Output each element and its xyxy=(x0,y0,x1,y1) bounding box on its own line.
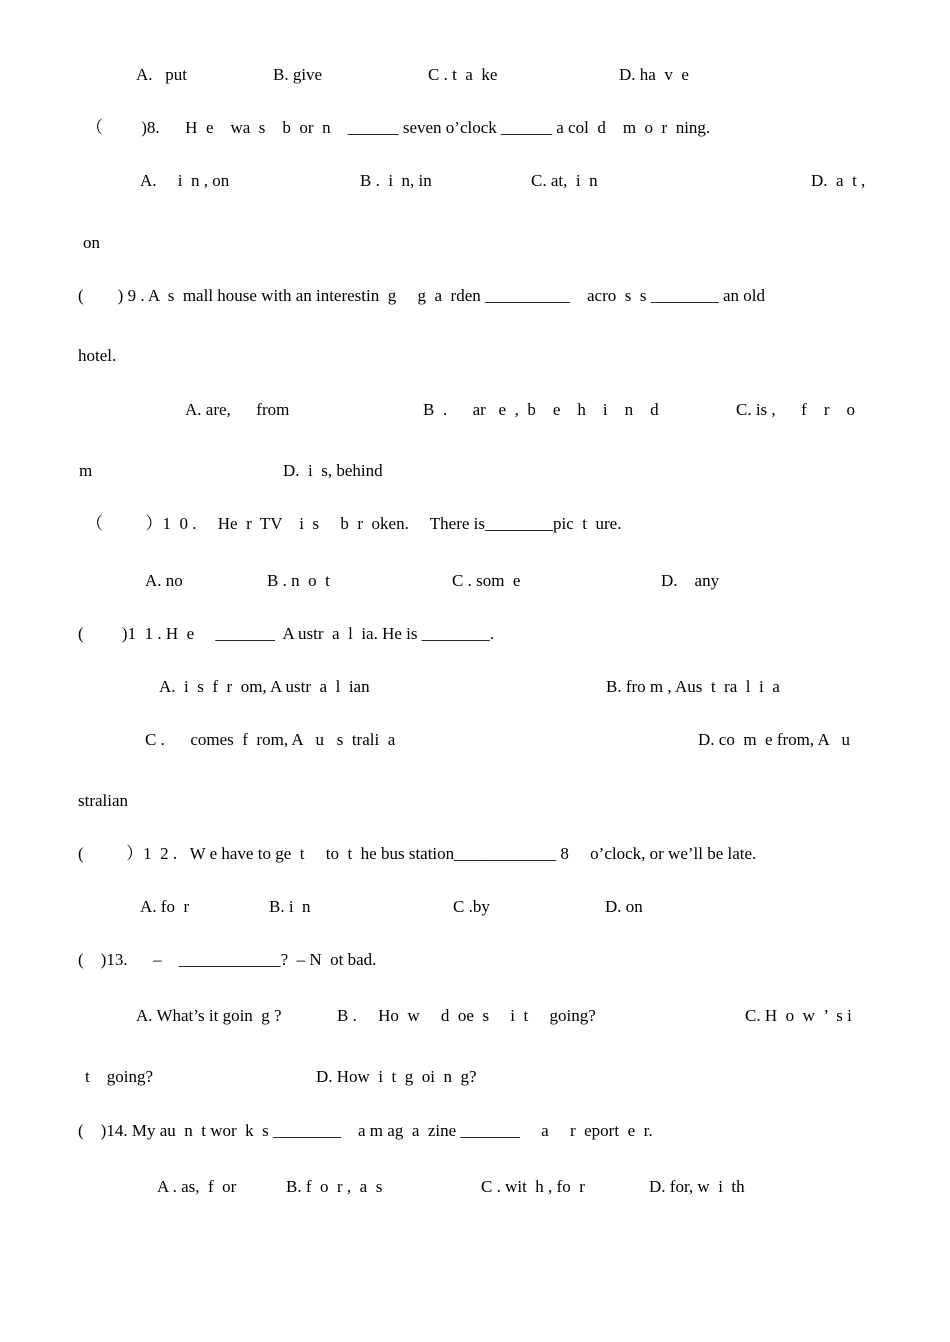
q9-stem: ( ) 9 . A s mall house with an interestin g g a rden __________ acro s s ________ an old xyxy=(78,286,765,305)
q13-option-b: B . Ho w d oe s i t going? xyxy=(337,1006,596,1025)
q9-option-b: B . ar e , b e h i n d xyxy=(423,400,659,419)
q10-option-a: A. no xyxy=(145,571,183,590)
q9-option-d: D. i s, behind xyxy=(283,461,383,480)
q11-option-d-wrap: stralian xyxy=(78,791,129,810)
q12-option-d: D. on xyxy=(605,897,643,916)
q7-option-b: B. give xyxy=(273,65,323,84)
q13-stem: ( )13. – ____________? – N ot bad. xyxy=(78,950,377,969)
q7-option-a: A. put xyxy=(136,65,187,84)
q12-stem: ( ）1 2 . W e have to ge t to t he bus station____________ 8 o’clock, or we’ll be late. xyxy=(78,844,757,863)
q11-option-b: B. fro m , Aus t ra l i a xyxy=(606,677,780,696)
q8-option-c: C. at, i n xyxy=(531,171,598,190)
q12-option-c: C .by xyxy=(453,897,490,916)
q9-stem-wrap: hotel. xyxy=(78,346,117,365)
q8-option-a: A. i n , on xyxy=(140,171,230,190)
q14-option-a: A . as, f or xyxy=(157,1177,237,1196)
q11-option-d: D. co m e from, A u xyxy=(698,730,851,749)
q10-option-b: B . n o t xyxy=(267,571,330,590)
q10-option-c: C . som e xyxy=(452,571,521,590)
q9-option-a: A. are, from xyxy=(185,400,290,419)
q14-option-d: D. for, w i th xyxy=(649,1177,745,1196)
q11-option-a: A. i s f r om, A ustr a l ian xyxy=(159,677,370,696)
q13-option-a: A. What’s it goin g ? xyxy=(136,1006,282,1025)
q14-stem: ( )14. My au n t wor k s ________ a m ag a zine _______ a r eport e r. xyxy=(78,1121,653,1140)
q8-option-b: B . i n, in xyxy=(360,171,432,190)
q10-option-d: D. any xyxy=(661,571,720,590)
q13-option-c: C. H o w ’ s i xyxy=(745,1006,852,1025)
q7-option-c: C . t a ke xyxy=(428,65,498,84)
q9-option-c: C. is , f r o xyxy=(736,400,855,419)
q13-option-d: D. How i t g oi n g? xyxy=(316,1067,477,1086)
q8-option-d: D. a t , xyxy=(811,171,866,190)
q11-stem: ( )1 1 . H e _______ A ustr a l ia. He is ________. xyxy=(78,624,494,643)
q12-option-b: B. i n xyxy=(269,897,311,916)
q11-option-c: C . comes f rom, A u s trali a xyxy=(145,730,396,749)
q8-stem: （ )8. H e wa s b or n ______ seven o’clock ______ a col d m o r ning. xyxy=(86,118,711,137)
q10-stem: （ ）1 0 . He r TV i s b r oken. There is________pic t ure. xyxy=(86,514,622,533)
q14-option-b: B. f o r , a s xyxy=(286,1177,383,1196)
q9-option-c-wrap: m xyxy=(79,461,93,480)
q14-option-c: C . wit h , fo r xyxy=(481,1177,585,1196)
q13-option-c-wrap: t going? xyxy=(85,1067,153,1086)
q8-option-d-wrap: on xyxy=(83,233,100,252)
q7-option-d: D. ha v e xyxy=(619,65,689,84)
q12-option-a: A. fo r xyxy=(140,897,190,916)
